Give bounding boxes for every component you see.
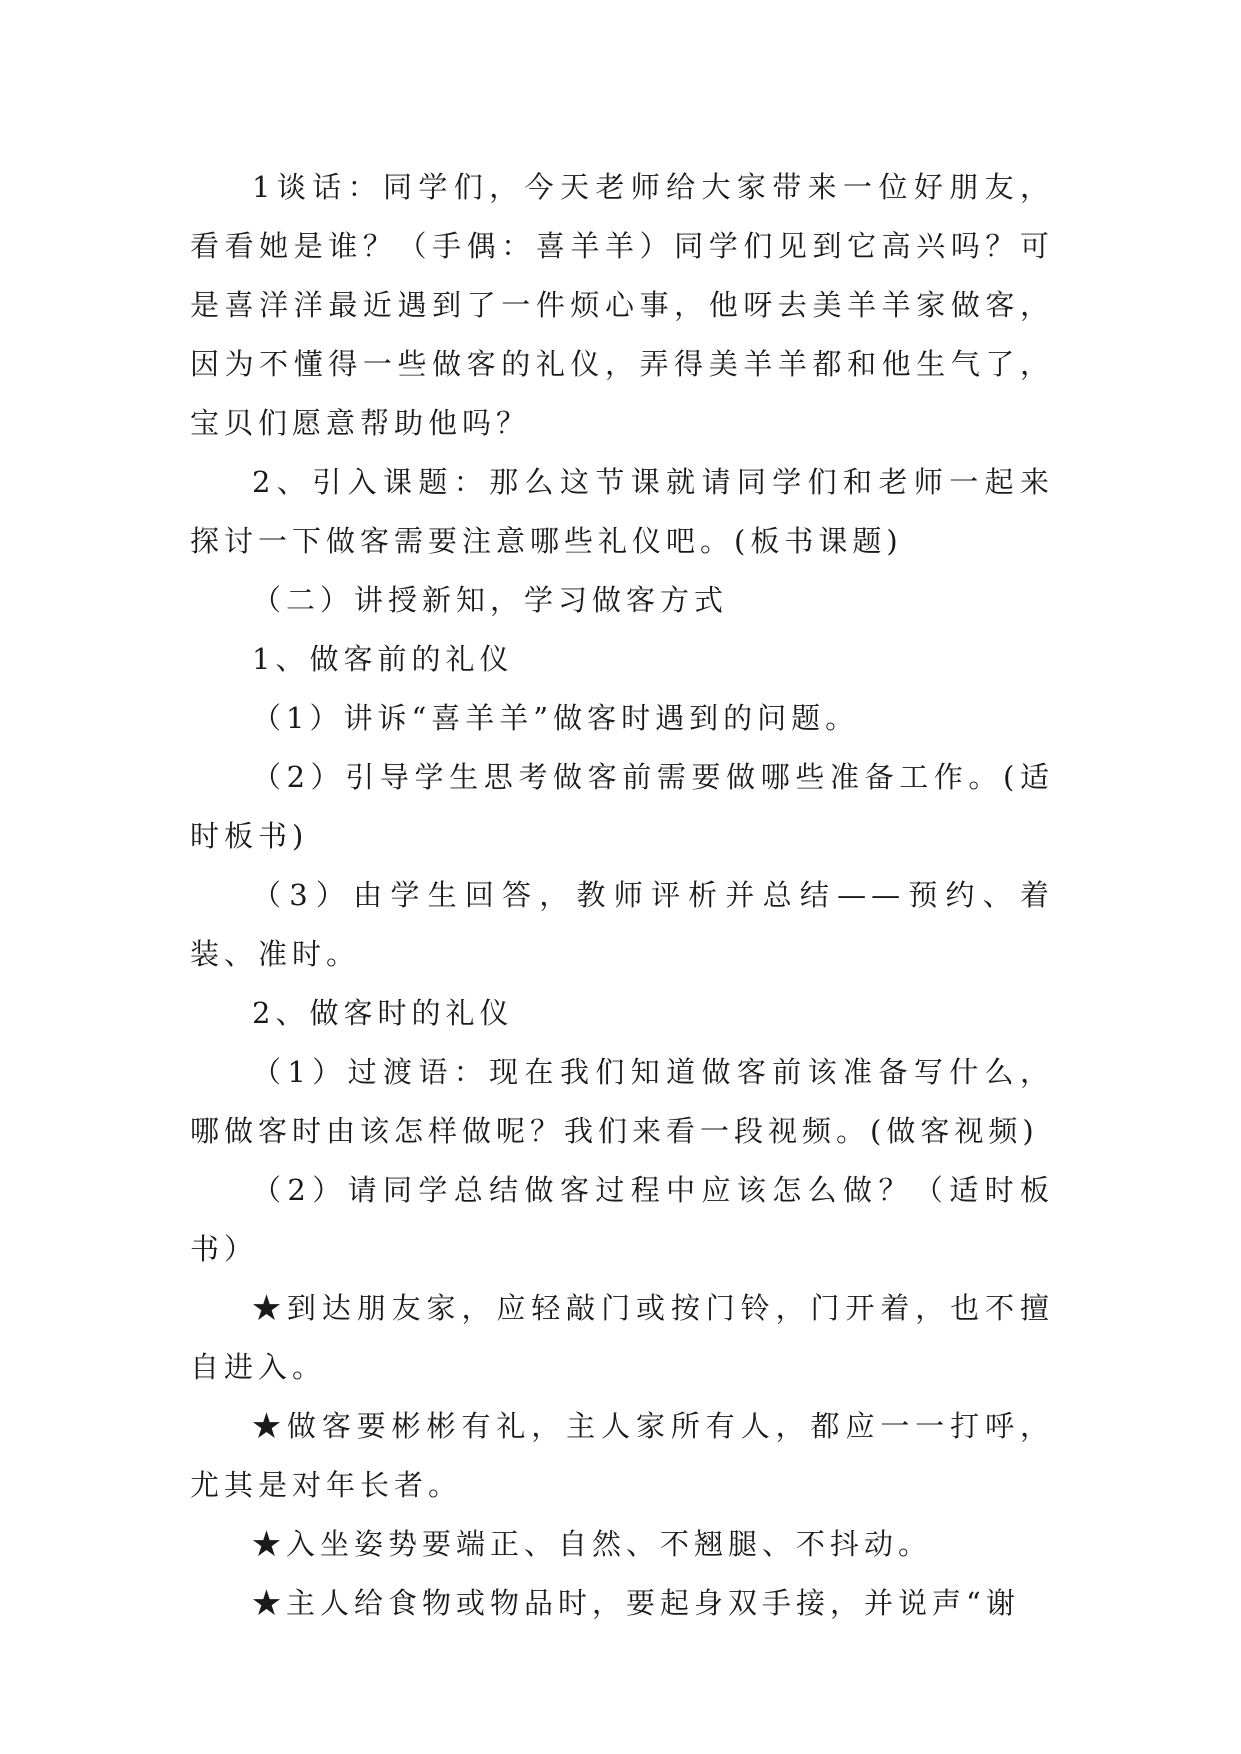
subheading-during-visit: 2、做客时的礼仪 xyxy=(252,996,514,1030)
document-body xyxy=(190,158,1054,1633)
paragraph-step-1: （1）讲诉“喜羊羊”做客时遇到的问题。 xyxy=(252,701,860,735)
paragraph-step-3: （3）由学生回答，教师评析并总结——预约、着装、准时。 xyxy=(190,878,1054,971)
paragraph-transition: （1）过渡语：现在我们知道做客前该准备写什么，哪做客时由该怎样做呢？我们来看一段视频。(做客视频) xyxy=(190,1055,1054,1148)
paragraph-summary-question: （2）请同学总结做客过程中应该怎么做？（适时板书） xyxy=(190,1173,1054,1266)
star-item-greeting: ★做客要彬彬有礼，主人家所有人，都应一一打呼，尤其是对年长者。 xyxy=(190,1409,1054,1502)
paragraph-intro-topic: 2、引入课题：那么这节课就请同学们和老师一起来探讨一下做客需要注意哪些礼仪吧。(板书课题) xyxy=(190,465,1054,558)
star-item-arrival: ★到达朋友家，应轻敲门或按门铃，门开着，也不擅自进入。 xyxy=(190,1291,1054,1384)
section-heading-new-knowledge: （二）讲授新知，学习做客方式 xyxy=(252,583,729,617)
paragraph-step-2: （2）引导学生思考做客前需要做哪些准备工作。(适时板书) xyxy=(190,760,1054,853)
star-item-posture: ★入坐姿势要端正、自然、不翘腿、不抖动。 xyxy=(252,1527,933,1561)
star-item-receive-gift: ★主人给食物或物品时，要起身双手接，并说声“谢 xyxy=(252,1586,1020,1620)
paragraph-talk: 1谈话：同学们，今天老师给大家带来一位好朋友，看看她是谁？（手偶：喜羊羊）同学们见到它高兴吗？可是喜洋洋最近遇到了一件烦心事，他呀去美羊羊家做客，因为不懂得一些做客的礼仪，弄得美羊羊都和他生气了，宝贝们愿意帮助他吗？ xyxy=(190,170,1054,440)
subheading-before-visit: 1、做客前的礼仪 xyxy=(252,642,514,676)
